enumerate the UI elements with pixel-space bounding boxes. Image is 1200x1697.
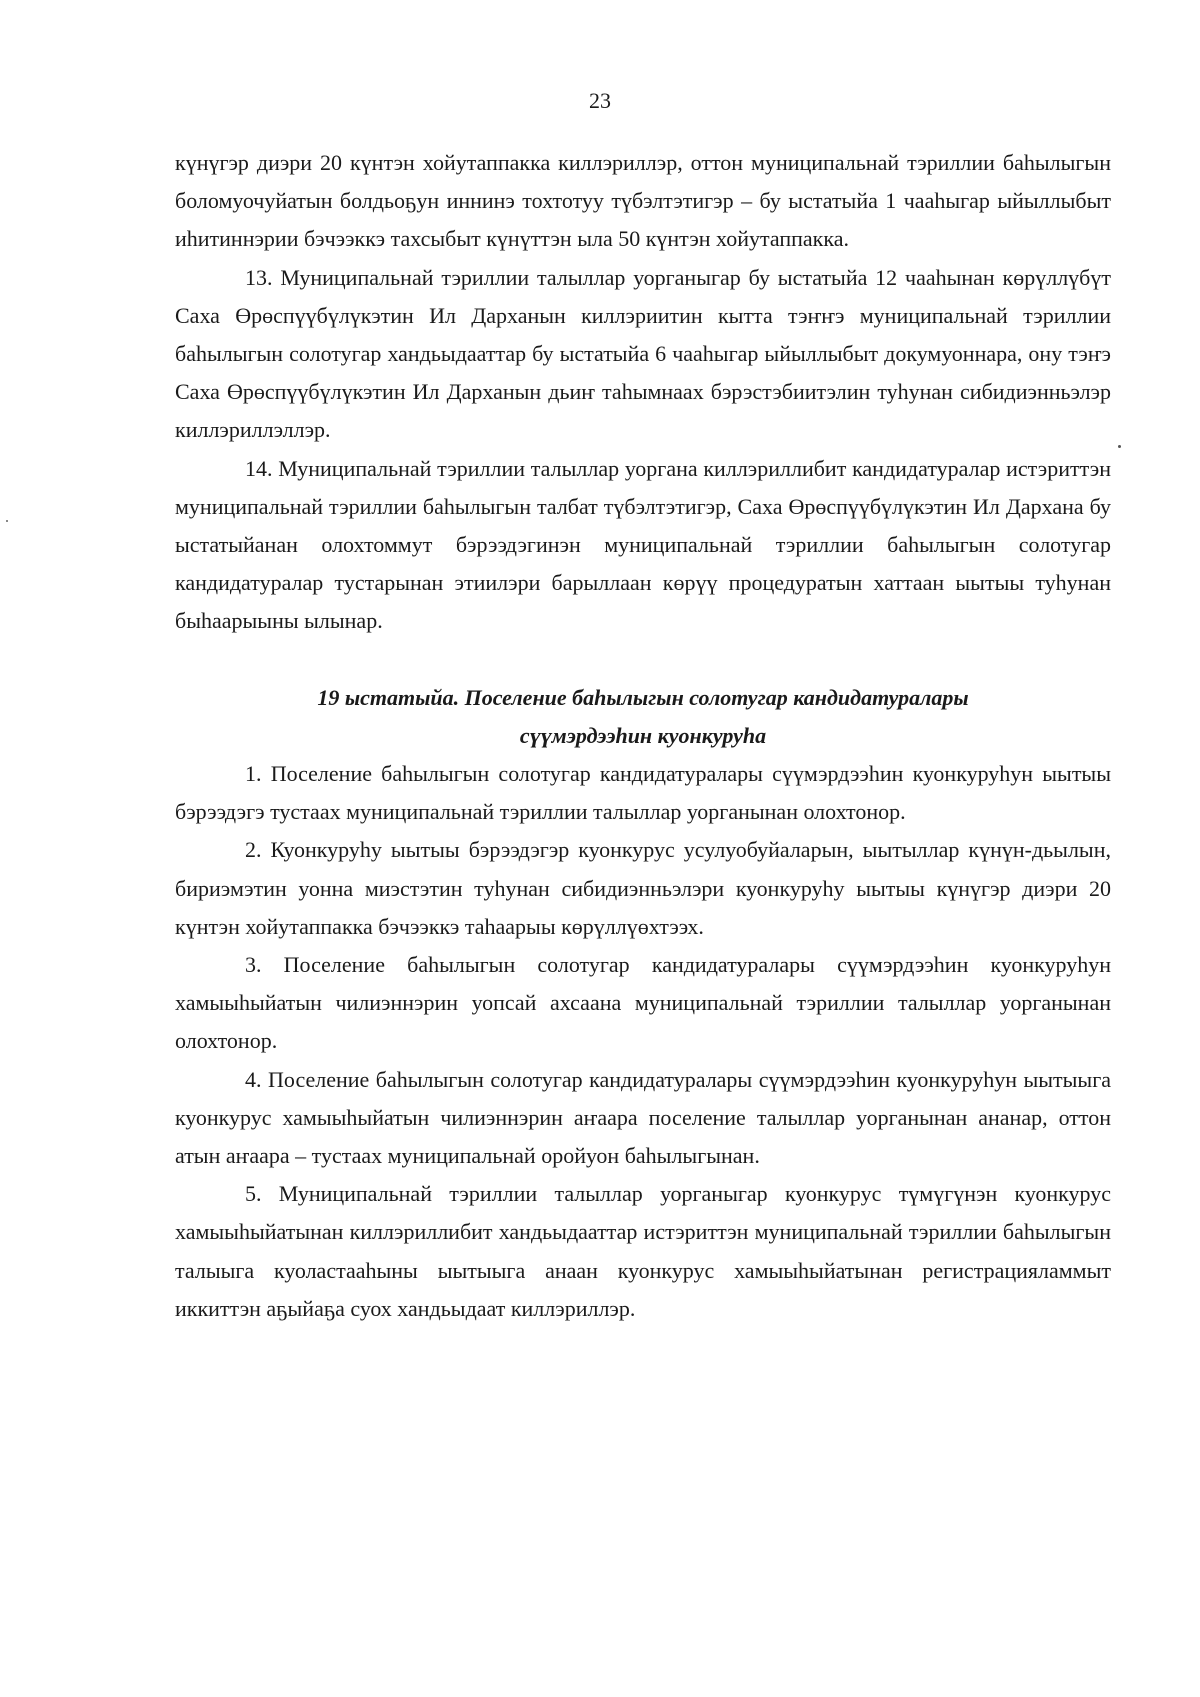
article-heading-line-2: сүүмэрдээhин куонкуруhа xyxy=(519,722,767,748)
paragraph-continuation: күнүгэр диэри 20 күнтэн хойутаппакка киллэриллэр, оттон муниципальнай тэриллии баhылыгын боломуочуйатын болдьоҕун иннинэ тохтотуу түбэлтэтигэр – бу ыстатыйа 1 чааhыгар ыйыллыбыт иhитиннэрии бэчээккэ тахсыбыт күнүттэн ыла 50 күнтэн хойутаппакка. xyxy=(175,150,1111,252)
paragraph-5: 5. Муниципальнай тэриллии талыллар уорганыгар куонкурус түмүгүнэн куонкурус хамыыhыйатынан киллэриллибит хандьыдааттар истэриттэн муниципальнай тэриллии баhылыгын талыыга куоластааhыны ыытыыга анаан куонкурус хамыыhыйатынан регистрацияламмыт иккиттэн аҕыйаҕа суох хандьыдаат киллэриллэр. xyxy=(175,1181,1111,1321)
paragraph-13: 13. Муниципальнай тэриллии талыллар уорганыгар бу ыстатыйа 12 чааhынан көрүллүбүт Саха Өрөспүүбүлүкэтин Ил Дарханын киллэриитин кытта тэҥҥэ муниципальнай тэриллии баhылыгын солотугар хандьыдааттар бу ыстатыйа 6 чааhыгар ыйыллыбыт докумуоннара, ону тэҥэ Саха Өрөспүүбүлүкэтин Ил Дарханын дьиҥ таhымнаах бэрэстэбиитэлин туhунан сибидиэнньэлэр киллэриллэллэр. xyxy=(175,264,1111,443)
document-body xyxy=(175,144,1111,1328)
scan-margin-mark xyxy=(6,520,8,522)
paragraph-14: 14. Муниципальнай тэриллии талыллар уоргана киллэриллибит кандидатуралар истэриттэн муниципальнай тэриллии баhылыгын талбат түбэлтэтигэр, Саха Өрөспүүбүлүкэтин Ил Дархана бу ыстатыйанан олохтоммут бэрээдэгинэн муниципальнай тэриллии баhылыгын солотугар кандидатуралар тустарынан этиилэри барыллаан көрүү процедуратын хаттаан ыытыы туhунан быhаарыыны ылынар. xyxy=(175,455,1111,634)
paragraph-3: 3. Поселение баhылыгын солотугар кандидатуралары сүүмэрдээhин куонкуруhун хамыыhыйатын чилиэннэрин уопсай ахсаана муниципальнай тэриллии талыллар уорганынан олохтонор. xyxy=(175,952,1111,1054)
scan-speck xyxy=(1118,445,1121,448)
paragraph-4: 4. Поселение баhылыгын солотугар кандидатуралары сүүмэрдээhин куонкуруhун ыытыыга куонкурус хамыыhыйатын чилиэннэрин аҥаара поселение талыллар уорганынан ананар, оттон атын аҥаара – тустаах муниципальнай оройуон баhылыгынан. xyxy=(175,1066,1111,1169)
paragraph-2: 2. Куонкуруhу ыытыы бэрээдэгэр куонкурус усулуобуйаларын, ыытыллар күнүн-дьылын, бириэмэтин уонна миэстэтин туhунан сибидиэнньэлэри куонкуруhу ыытыы күнүгэр диэри 20 күнтэн хойутаппакка бэчээккэ таhаарыы көрүллүөхтээх. xyxy=(175,837,1111,939)
article-19-heading xyxy=(175,679,1111,755)
article-heading-line-1: 19 ыстатыйа. Поселение баhылыгын солотугар кандидатуралары xyxy=(317,684,969,710)
paragraph-1: 1. Поселение баhылыгын солотугар кандидатуралары сүүмэрдээhин куонкуруhун ыытыы бэрээдэгэ тустаах муниципальнай тэриллии талыллар уорганынан олохтонор. xyxy=(175,761,1111,825)
page-number: 23 xyxy=(589,88,611,113)
